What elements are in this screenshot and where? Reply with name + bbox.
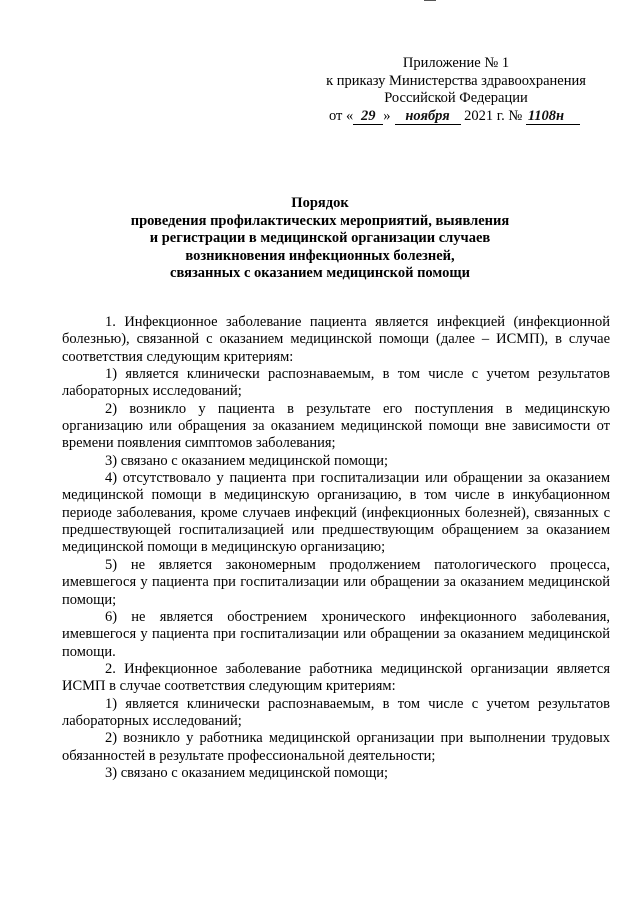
- title-line: связанных с оказанием медицинской помощи: [170, 264, 470, 281]
- appendix-country: Российской Федерации: [384, 90, 528, 106]
- paragraph: 5) не является закономерным продолжением патологического процесса, имевшегося у пациента при госпитализации или обращении за оказанием медицинской помощи;: [62, 556, 610, 608]
- appendix-header: [306, 55, 606, 125]
- title-line: возникновения инфекционных болезней,: [185, 247, 455, 264]
- scan-mark: [424, 0, 436, 4]
- appendix-date-line: [306, 108, 606, 126]
- paragraph: 3) связано с оказанием медицинской помощи;: [105, 764, 389, 781]
- appendix-label: Приложение № 1: [402, 55, 510, 71]
- paragraph: 1) является клинически распознаваемым, в том числе с учетом результатов лабораторных исследований;: [62, 366, 610, 400]
- document-body: [62, 314, 610, 782]
- paragraph: 3) связано с оказанием медицинской помощи;: [105, 452, 389, 469]
- document-title: [100, 195, 540, 282]
- title-line: и регистрации в медицинской организации случаев: [149, 230, 491, 247]
- paragraph: 2. Инфекционное заболевание работника медицинской организации является ИСМП в случае соответствия следующим критериям:: [62, 660, 610, 695]
- handwritten-month: ноября: [395, 109, 461, 125]
- title-heading: Порядок: [291, 195, 349, 211]
- paragraph: 6) не является обострением хронического инфекционного заболевания, имевшегося у пациента при госпитализации или обращении за оказанием медицинской помощи.: [62, 608, 610, 660]
- paragraph: 1. Инфекционное заболевание пациента является инфекцией (инфекционной болезнью), связанной с оказанием медицинской помощи (далее – ИСМП), в случае соответствия следующим критериям:: [62, 314, 610, 365]
- paragraph: 2) возникло у работника медицинской организации при выполнении трудовых обязанностей в результате профессиональной деятельности;: [62, 730, 610, 764]
- paragraph: 1) является клинически распознаваемым, в том числе с учетом результатов лабораторных исследований;: [62, 695, 610, 729]
- appendix-order-ref: к приказу Министерства здравоохранения: [326, 72, 586, 89]
- date-year: 2021 г. №: [464, 107, 523, 124]
- paragraph: 4) отсутствовало у пациента при госпитализации или обращении за оказанием медицинской помощи в медицинскую организацию, в том числе в инкубационном периоде заболевания, кроме случаев инфекций (инфекционных болезней), связанных с предшествующей госпитализацией или предшествующим обращением за оказанием медицинской помощи в медицинскую организацию;: [62, 470, 610, 556]
- date-prefix: от «: [329, 107, 354, 124]
- date-quote-close: »: [383, 107, 391, 124]
- handwritten-day: 29: [353, 109, 383, 125]
- title-line: проведения профилактических мероприятий, выявления: [130, 213, 510, 230]
- paragraph: 2) возникло у пациента в результате его поступления в медицинскую организацию или обращения за оказанием медицинской помощи вне зависимости от времени появления симптомов заболевания;: [62, 400, 610, 452]
- handwritten-order-number: 1108н: [526, 109, 580, 125]
